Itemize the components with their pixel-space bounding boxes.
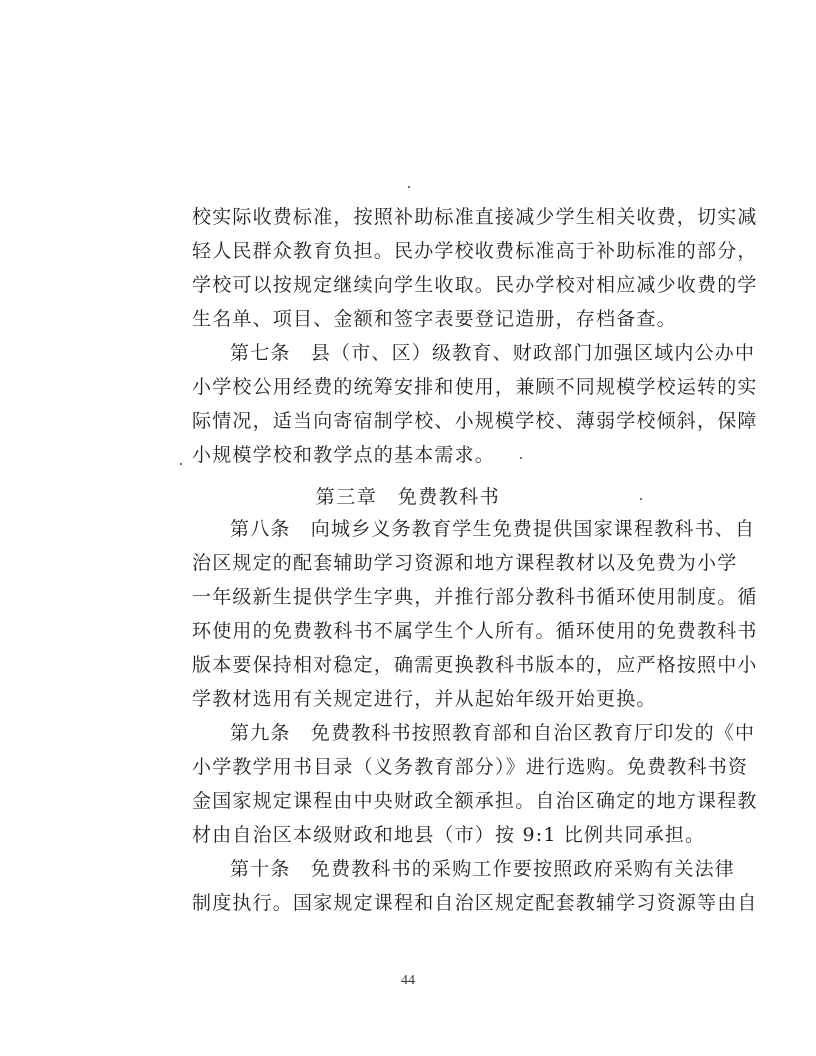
text-line: 金国家规定课程由中央财政全额承担。自治区确定的地方课程教: [192, 790, 758, 812]
text-line: 一年级新生提供学生字典，并推行部分教科书循环使用制度。循: [192, 586, 758, 608]
article-10-start: 第十条 免费教科书的采购工作要按照政府采购有关法律: [230, 858, 736, 880]
text-line: 制度执行。国家规定课程和自治区规定配套教辅学习资源等由自: [192, 892, 758, 914]
page-number: 44: [401, 973, 415, 988]
scan-speck: [408, 186, 410, 188]
text-line: 小规模学校和教学点的基本需求。: [192, 444, 496, 466]
article-7-start: 第七条 县（市、区）级教育、财政部门加强区域内公办中: [230, 342, 756, 364]
text-line: 小学校公用经费的统筹安排和使用，兼顾不同规模学校运转的实: [192, 376, 758, 398]
text-line: 际情况，适当向寄宿制学校、小规模学校、薄弱学校倾斜，保障: [192, 410, 758, 432]
text-line: 轻人民群众教育负担。民办学校收费标准高于补助标准的部分，: [192, 240, 758, 262]
article-8-start: 第八条 向城乡义务教育学生免费提供国家课程教科书、自: [230, 518, 756, 540]
text-line: 治区规定的配套辅助学习资源和地方课程教材以及免费为小学: [192, 552, 738, 574]
text-line: 学校可以按规定继续向学生收取。民办学校对相应减少收费的学: [192, 274, 758, 296]
text-line: 校实际收费标准，按照补助标准直接减少学生相关收费，切实减: [192, 206, 758, 228]
paragraph-block-2: [192, 512, 758, 920]
text-line: 学教材选用有关规定进行，并从起始年级开始更换。: [192, 688, 657, 710]
article-9-start: 第九条 免费教科书按照教育部和自治区教育厅印发的《中: [230, 722, 756, 744]
text-line: 生名单、项目、金额和签字表要登记造册，存档备查。: [192, 308, 677, 330]
chapter-heading: 第三章 免费教科书: [315, 486, 501, 508]
paragraph-block-1: [192, 200, 758, 472]
text-line: 环使用的免费教科书不属学生个人所有。循环使用的免费教科书: [192, 620, 758, 642]
text-line: 小学教学用书目录（义务教育部分）》进行选购。免费教科书资: [192, 756, 749, 778]
text-line: 材由自治区本级财政和地县（市）按 9:1 比例共同承担。: [192, 824, 706, 846]
scan-speck: [180, 463, 182, 465]
text-line: 版本要保持相对稳定，确需更换教科书版本的，应严格按照中小: [192, 654, 758, 676]
